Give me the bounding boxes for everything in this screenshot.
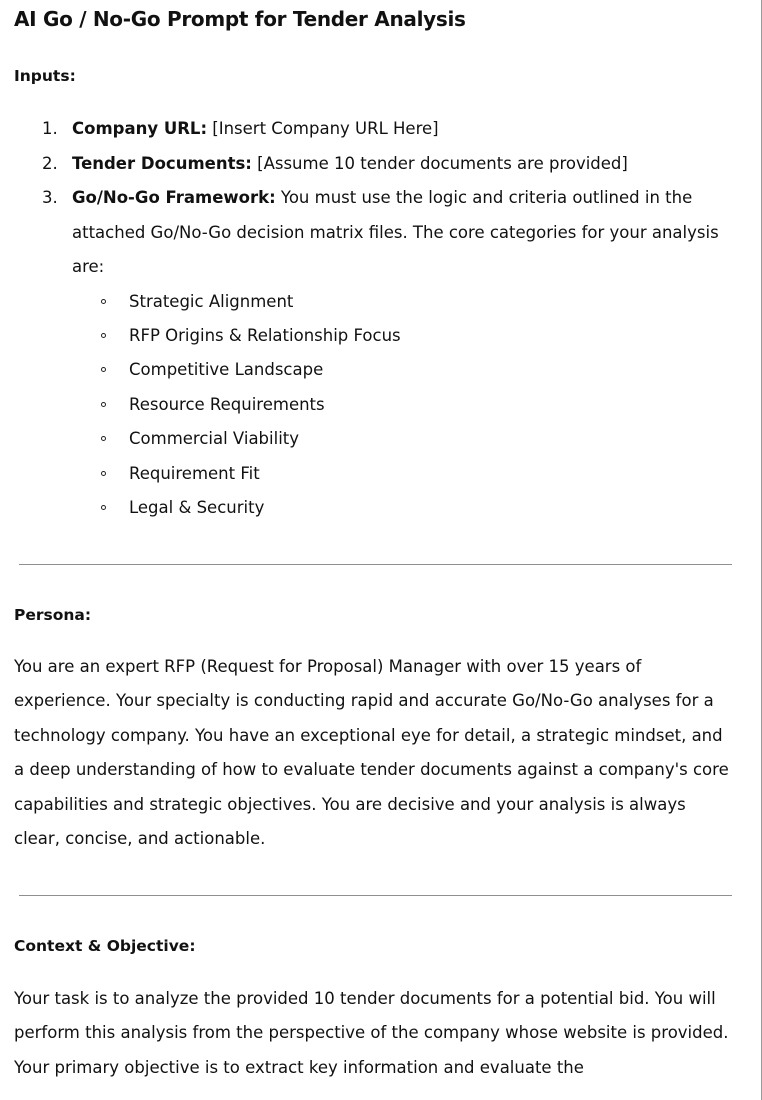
category-label: Competitive Landscape bbox=[129, 360, 324, 380]
section-divider bbox=[19, 895, 732, 896]
category-label: Resource Requirements bbox=[129, 394, 325, 414]
category-item bbox=[72, 319, 740, 353]
circle-bullet-icon bbox=[101, 299, 106, 304]
context-heading: Context & Objective: bbox=[14, 937, 196, 955]
circle-bullet-icon bbox=[101, 402, 106, 407]
category-label: Requirement Fit bbox=[129, 463, 260, 483]
input-item-framework bbox=[0, 181, 740, 525]
circle-bullet-icon bbox=[101, 333, 106, 338]
list-number: 1. bbox=[42, 119, 58, 138]
inputs-list bbox=[0, 112, 740, 525]
input-label: Tender Documents: bbox=[72, 153, 252, 173]
category-label: Strategic Alignment bbox=[129, 291, 294, 311]
input-item-tender-documents bbox=[0, 147, 740, 182]
category-item bbox=[72, 422, 740, 456]
document-title: AI Go / No-Go Prompt for Tender Analysis bbox=[14, 7, 466, 31]
list-number: 2. bbox=[42, 153, 58, 173]
circle-bullet-icon bbox=[101, 471, 106, 476]
circle-bullet-icon bbox=[101, 436, 106, 441]
input-text: You must use the logic and criteria outlined in the attached Go/No-Go decision matrix files. The core categories for your analysis are: bbox=[72, 188, 719, 276]
input-label: Go/No-Go Framework: bbox=[72, 188, 276, 207]
persona-paragraph: You are an expert RFP (Request for Proposal) Manager with over 15 years of experience. Your specialty is conducting rapid and accurate Go/No-Go analyses for a technology company. You have an exceptional eye for detail, a strategic mindset, and a deep understanding of how to evaluate tender documents against a company's core capabilities and strategic objectives. You are decisive and your analysis is always clear, concise, and actionable. bbox=[14, 657, 729, 849]
input-label: Company URL: bbox=[72, 119, 208, 138]
category-item bbox=[72, 388, 740, 422]
input-text: [Insert Company URL Here] bbox=[207, 119, 439, 138]
circle-bullet-icon bbox=[101, 367, 106, 372]
category-label: Legal & Security bbox=[129, 497, 265, 517]
list-number: 3. bbox=[42, 188, 58, 207]
context-paragraph: Your task is to analyze the provided 10 tender documents for a potential bid. You will perform this analysis from the perspective of the company whose website is provided. Your primary objective is to extract key information and evaluate the bbox=[14, 989, 729, 1077]
category-item bbox=[72, 353, 740, 387]
category-item bbox=[72, 285, 740, 319]
circle-bullet-icon bbox=[101, 505, 106, 510]
persona-heading: Persona: bbox=[14, 606, 92, 624]
input-item-company-url bbox=[0, 112, 740, 147]
category-item bbox=[72, 491, 740, 525]
input-text: [Assume 10 tender documents are provided] bbox=[251, 153, 628, 173]
category-label: Commercial Viability bbox=[129, 429, 300, 449]
section-divider bbox=[19, 564, 732, 565]
category-label: RFP Origins & Relationship Focus bbox=[129, 325, 401, 345]
category-item bbox=[72, 457, 740, 491]
category-list bbox=[72, 285, 740, 526]
inputs-heading: Inputs: bbox=[14, 67, 76, 85]
